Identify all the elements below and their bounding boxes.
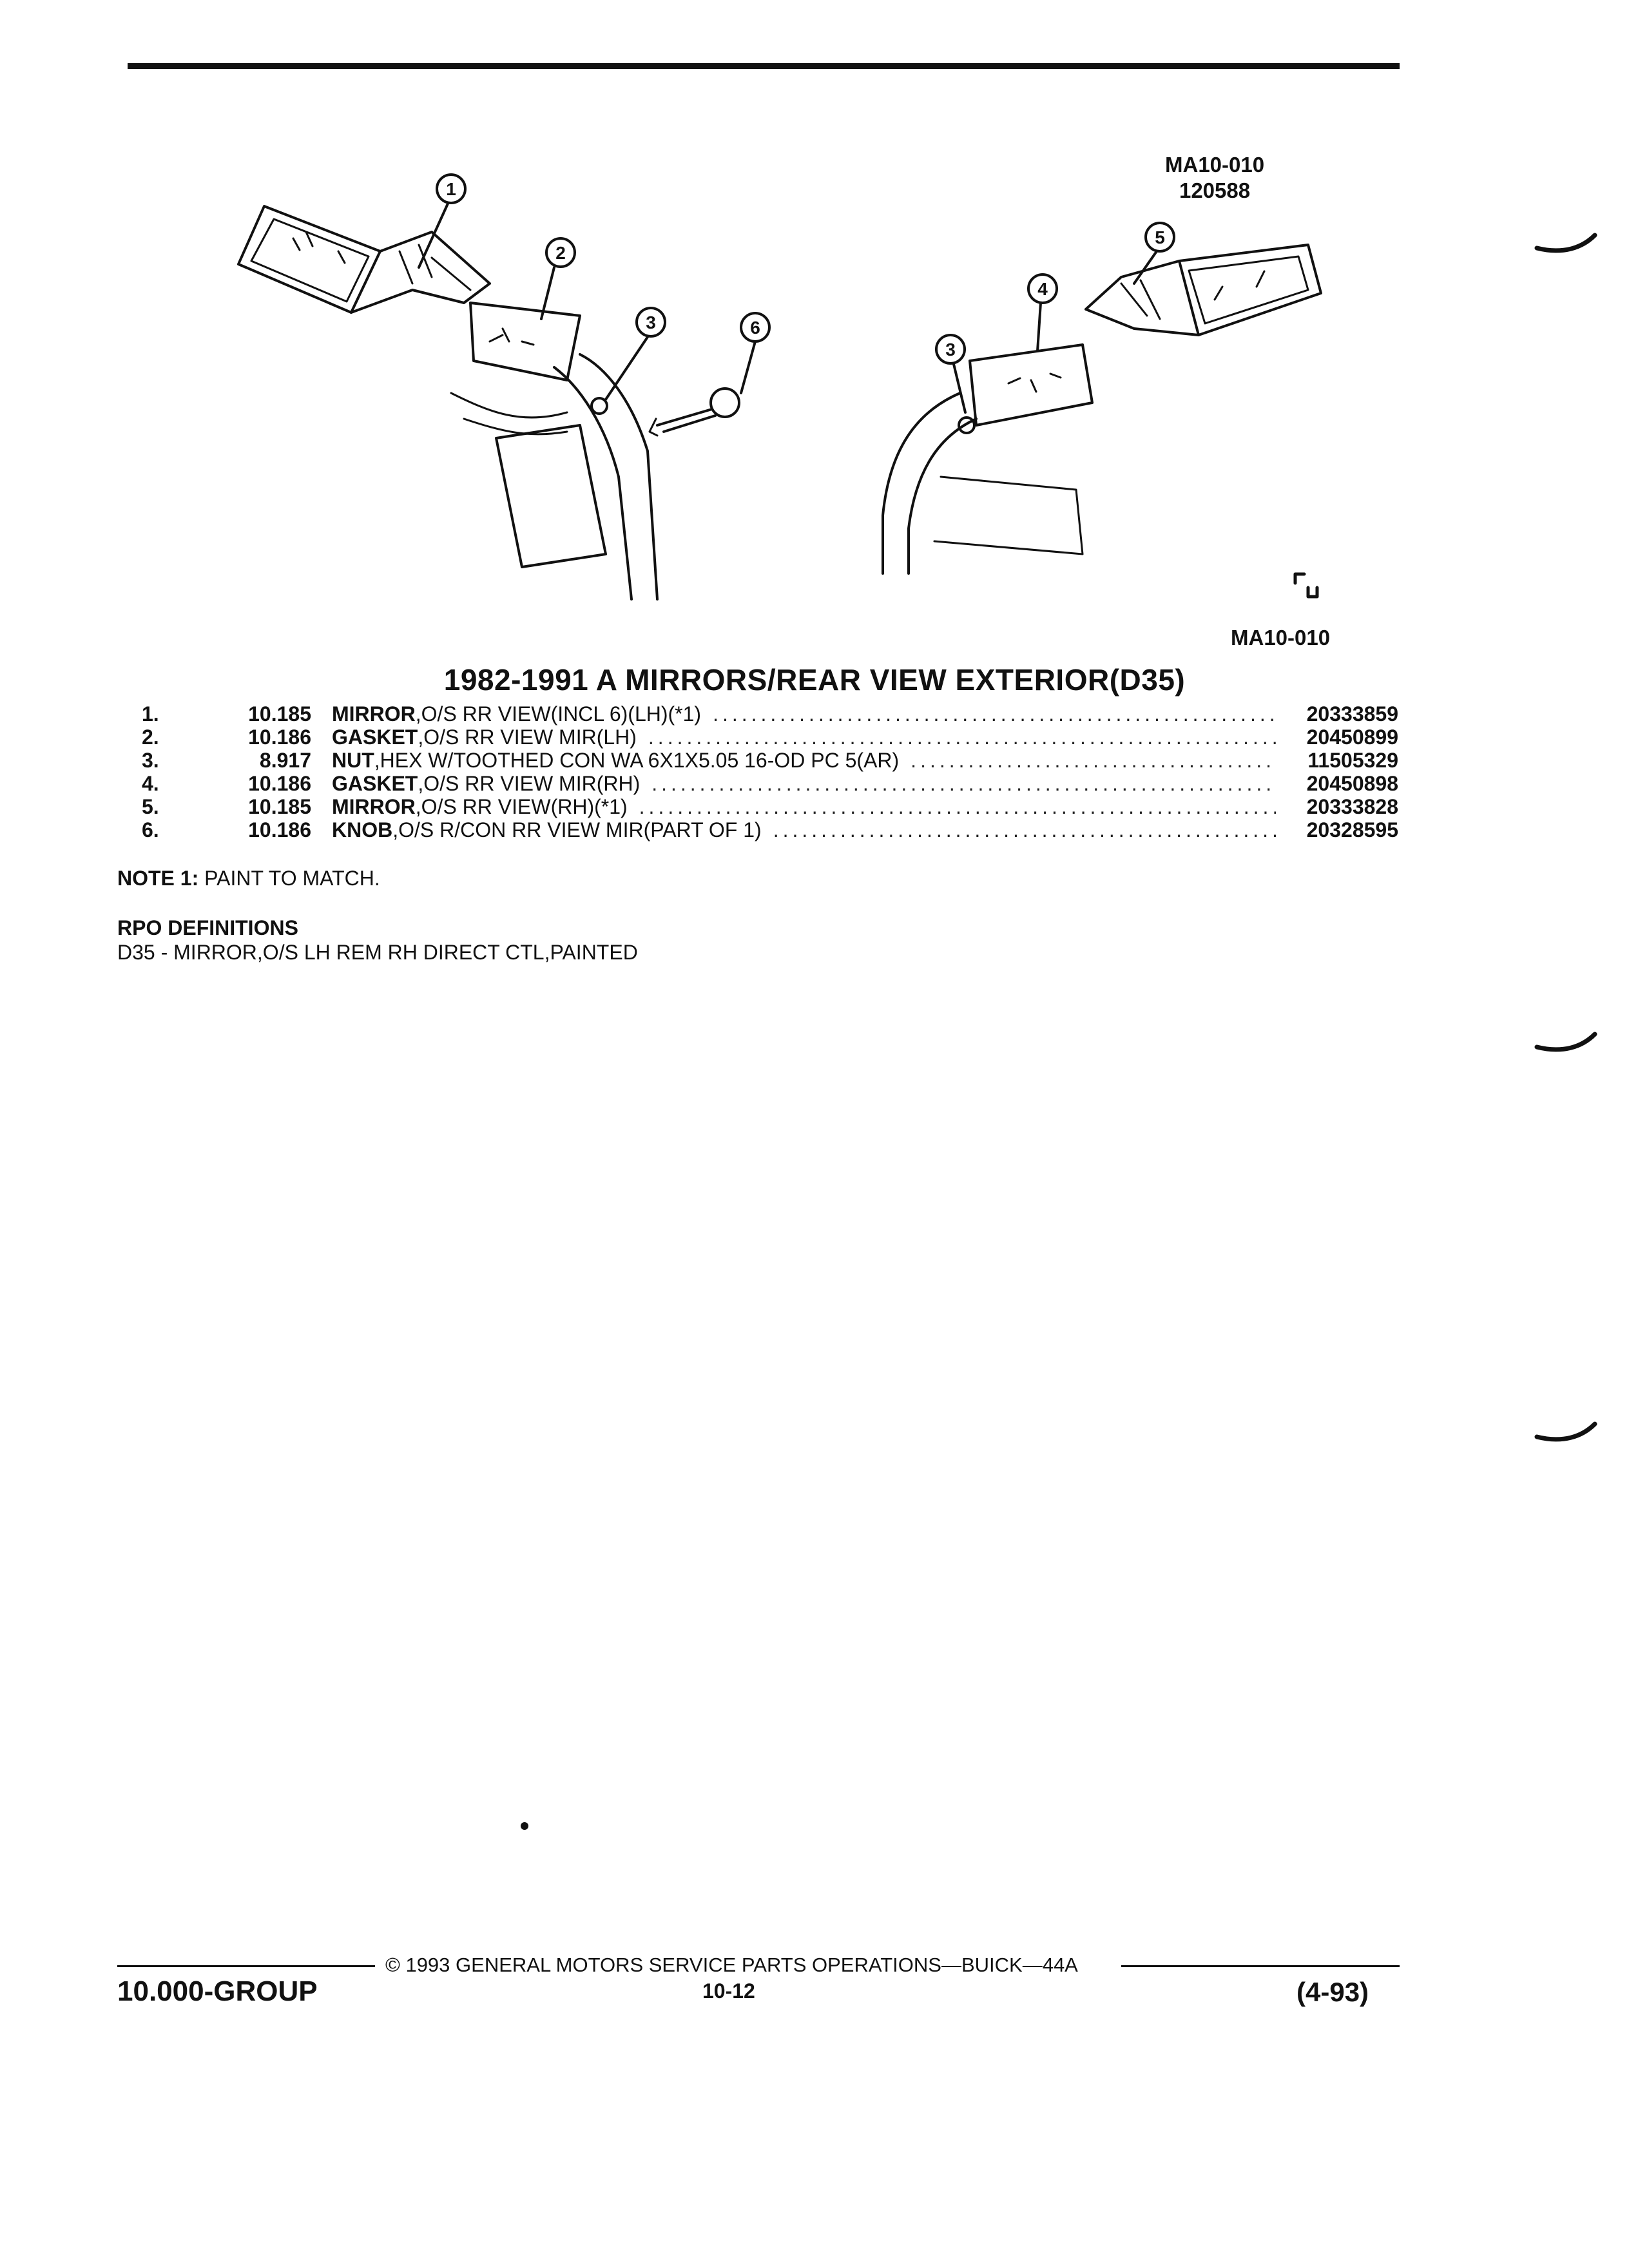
part-number: 20328595 <box>1306 818 1398 841</box>
right-mirror-assembly <box>883 245 1321 573</box>
lh-mirror-housing <box>351 232 490 312</box>
section-title: 1982-1991 A MIRRORS/REAR VIEW EXTERIOR(D35) <box>443 663 1186 697</box>
item-number: 1. <box>142 702 159 726</box>
parts-row <box>142 749 1398 772</box>
lh-door-frame <box>554 354 657 599</box>
callout-1: 1 <box>446 179 456 199</box>
lh-nut <box>592 398 607 414</box>
figure-id-bottom: MA10-010 <box>1231 626 1331 649</box>
part-name: MIRROR <box>332 795 416 818</box>
footer-page-number: 10-12 <box>702 1979 755 2003</box>
leader-dots <box>642 726 1276 749</box>
group-number: 10.185 <box>248 795 311 818</box>
parts-row <box>142 772 1398 795</box>
part-description: ,O/S R/CON RR VIEW MIR(PART OF 1) <box>392 818 762 841</box>
parts-row <box>142 726 1398 749</box>
figure-id: MA10-010 <box>1165 153 1265 177</box>
footer-date: (4-93) <box>1296 1977 1369 2007</box>
lh-door-panel <box>496 425 606 567</box>
part-number: 20333859 <box>1306 702 1398 726</box>
service-logo-icon <box>1295 574 1317 597</box>
left-mirror-assembly <box>238 206 657 599</box>
rh-gasket <box>970 345 1092 425</box>
leader-dots <box>645 772 1276 796</box>
callout-3-left: 3 <box>646 312 656 332</box>
group-number: 10.186 <box>248 772 311 795</box>
part-name: GASKET <box>332 772 418 795</box>
part-description: ,O/S RR VIEW(RH)(*1) <box>415 795 628 818</box>
part-number: 20333828 <box>1306 795 1398 818</box>
leader-dots <box>706 702 1276 726</box>
item-number: 2. <box>142 726 159 749</box>
part-description: ,HEX W/TOOTHED CON WA 6X1X5.05 16-OD PC 5(AR) <box>374 749 900 772</box>
lh-mirror-glass <box>238 206 380 312</box>
footer-copyright: © 1993 GENERAL MOTORS SERVICE PARTS OPERATIONS—BUICK—44A <box>385 1954 1078 1976</box>
footer-rule-right <box>1121 1965 1400 1967</box>
footer-rule-left <box>117 1965 375 1967</box>
group-number: 10.185 <box>248 702 311 726</box>
item-number: 5. <box>142 795 159 818</box>
knob-part <box>650 389 739 436</box>
part-description: ,O/S RR VIEW(INCL 6)(LH)(*1) <box>415 702 702 726</box>
group-number: 10.186 <box>248 726 311 749</box>
footer-group: 10.000-GROUP <box>117 1975 318 2007</box>
group-number: 10.186 <box>248 818 311 841</box>
item-number: 4. <box>142 772 159 795</box>
mirror-exploded-illustration <box>219 155 1353 606</box>
rpo-heading: RPO DEFINITIONS <box>117 916 298 939</box>
part-name: MIRROR <box>332 702 416 726</box>
part-number: 20450898 <box>1306 772 1398 795</box>
parts-list <box>142 702 1398 841</box>
part-name: KNOB <box>332 818 393 841</box>
figure-date-code: 120588 <box>1179 178 1251 202</box>
note-label: NOTE 1: <box>117 867 199 890</box>
part-number: 20450899 <box>1306 726 1398 749</box>
parts-row <box>142 702 1398 726</box>
note <box>117 867 380 890</box>
item-number: 6. <box>142 818 159 841</box>
leader-dots <box>633 795 1276 819</box>
top-rule <box>128 63 1400 69</box>
rpo-definition: D35 - MIRROR,O/S LH REM RH DIRECT CTL,PAINTED <box>117 941 638 964</box>
part-name: NUT <box>332 749 374 772</box>
margin-binding-marks <box>1534 213 1605 1888</box>
callout-3-right: 3 <box>945 340 956 360</box>
group-number: 8.917 <box>259 749 311 772</box>
part-description: ,O/S RR VIEW MIR(LH) <box>418 726 637 749</box>
item-number: 3. <box>142 749 159 772</box>
part-name: GASKET <box>332 726 418 749</box>
leader-dots <box>767 818 1276 842</box>
callout-5: 5 <box>1155 227 1165 247</box>
callout-4: 4 <box>1037 279 1048 299</box>
callout-2: 2 <box>555 243 566 263</box>
part-number: 11505329 <box>1307 749 1398 772</box>
parts-row <box>142 795 1398 818</box>
scan-speck <box>521 1822 528 1830</box>
note-text: PAINT TO MATCH. <box>204 867 380 890</box>
callout-6: 6 <box>750 318 760 338</box>
leader-dots <box>904 749 1276 773</box>
part-description: ,O/S RR VIEW MIR(RH) <box>418 772 641 795</box>
parts-row <box>142 818 1398 841</box>
